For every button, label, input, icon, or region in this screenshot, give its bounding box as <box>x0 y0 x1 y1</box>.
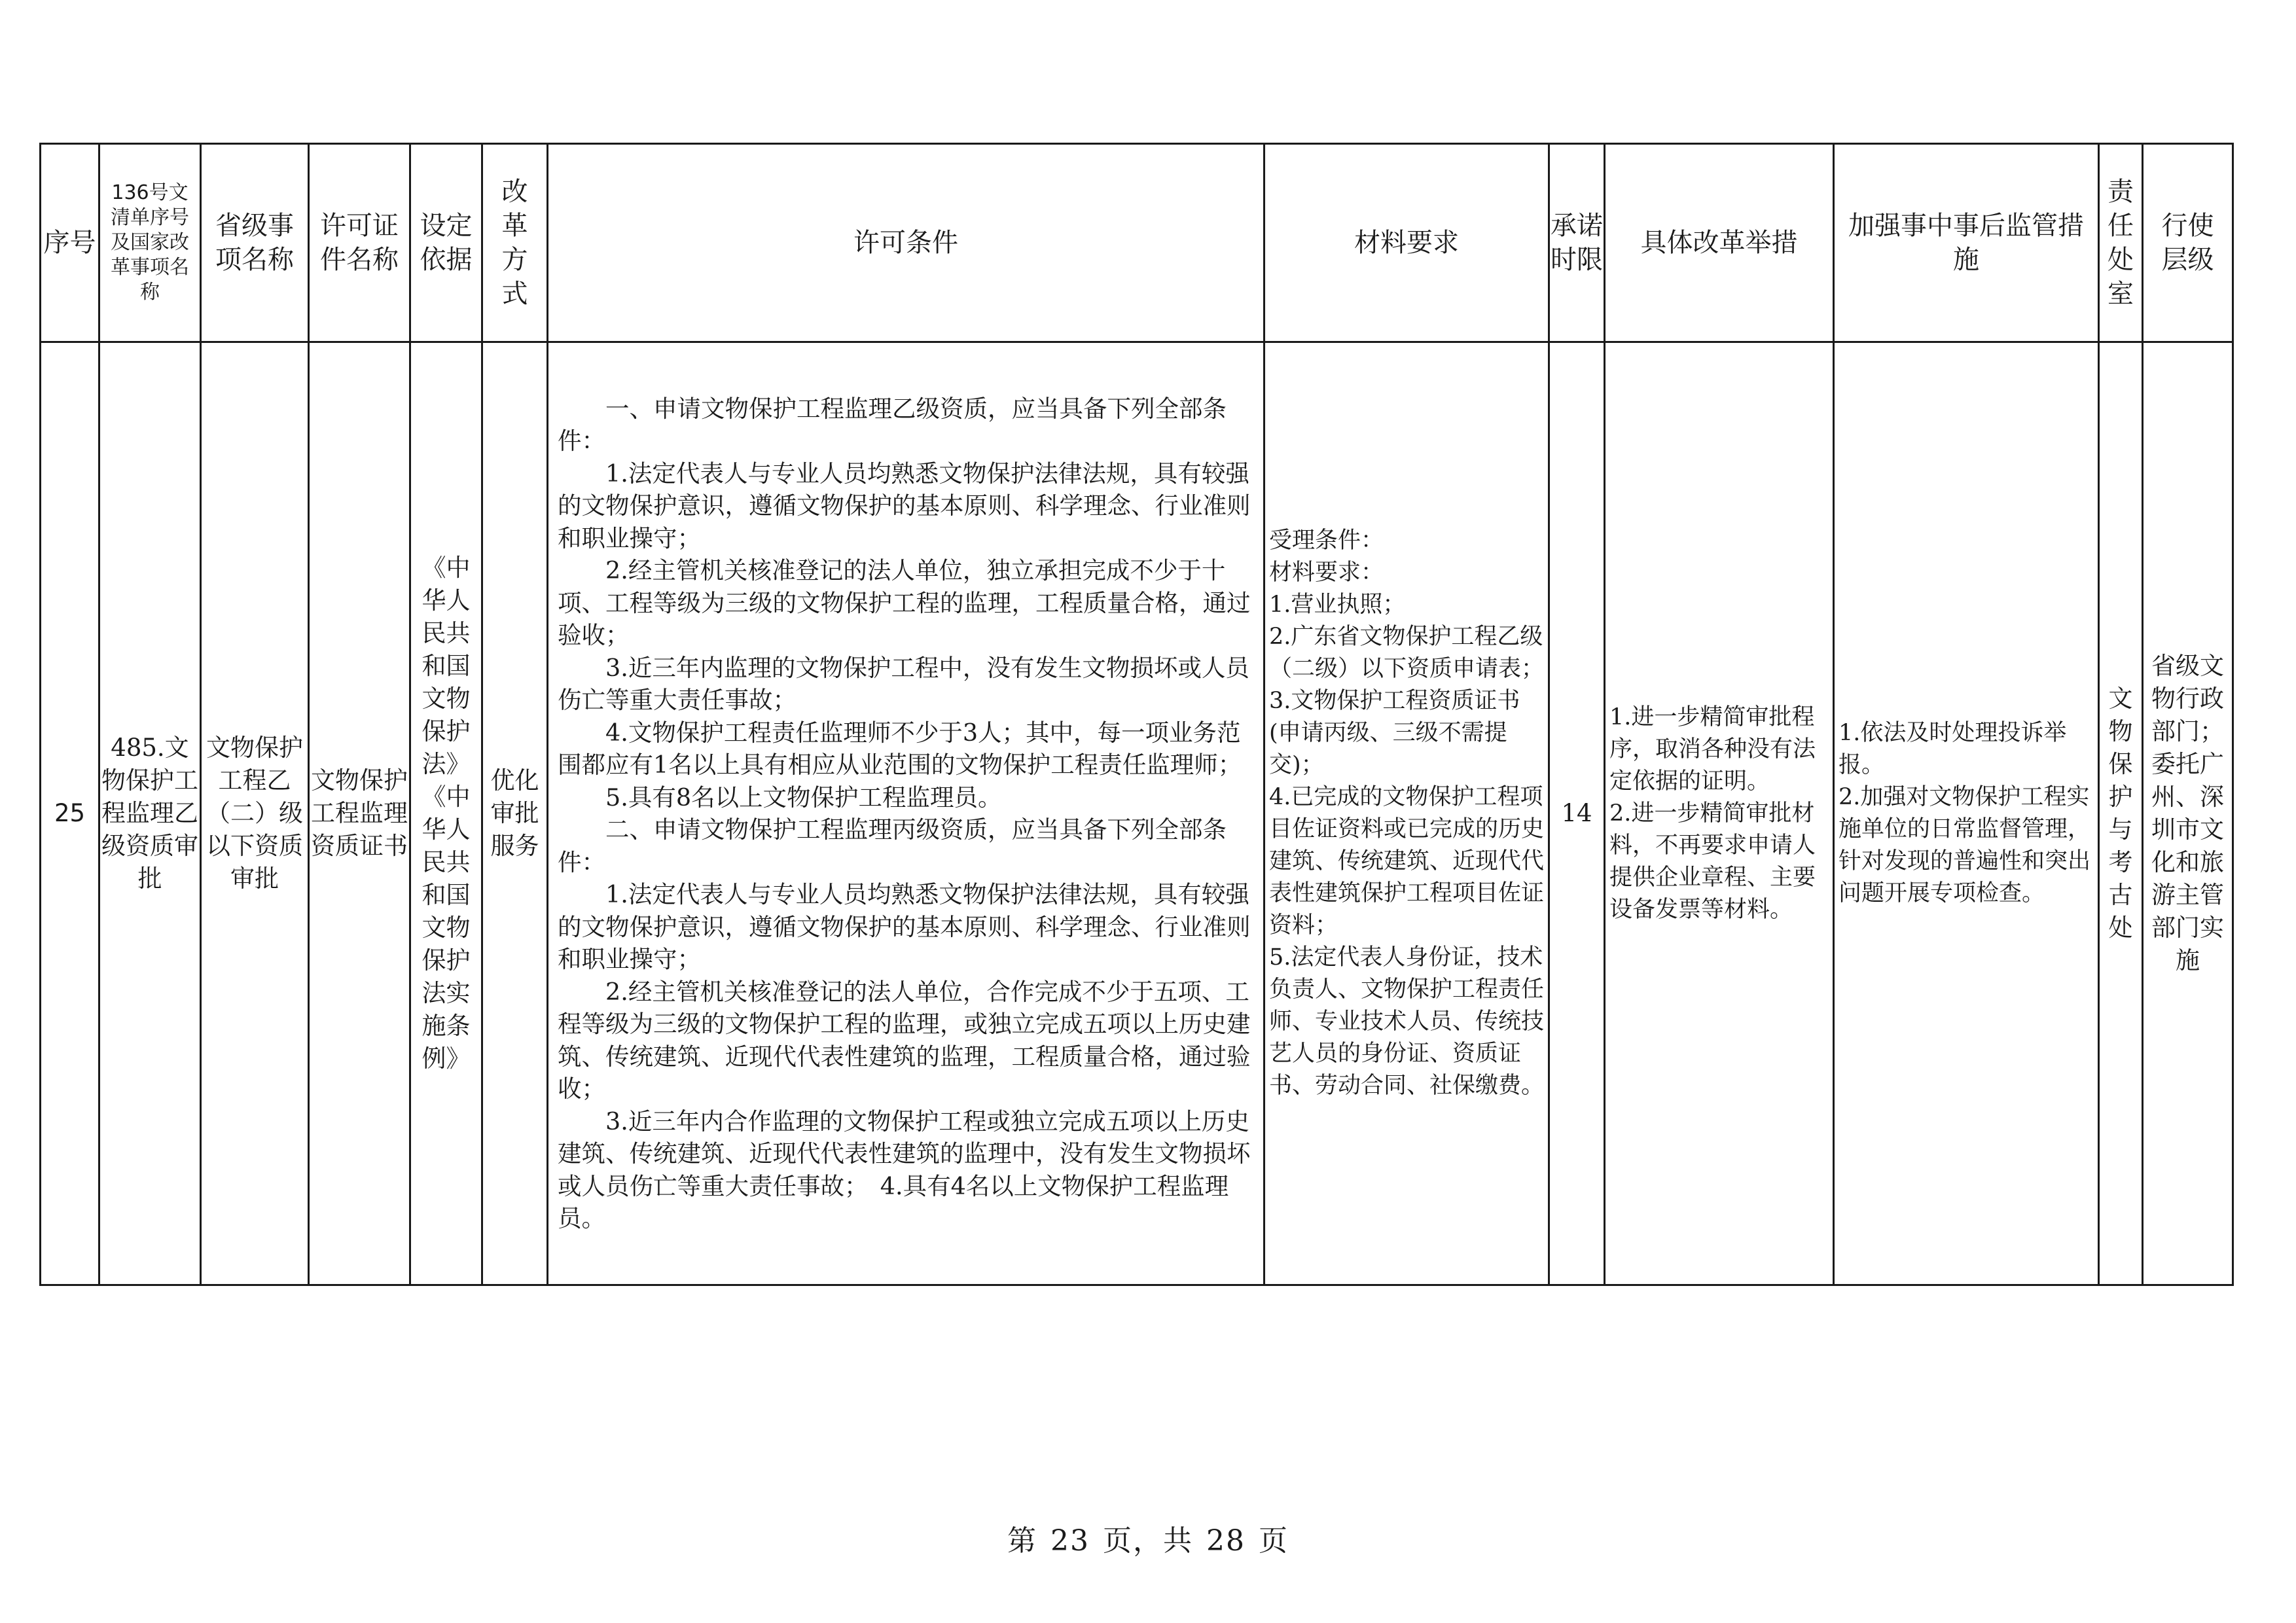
header-materials: 材料要求 <box>1265 144 1549 342</box>
header-seq: 序号 <box>41 144 99 342</box>
header-doc136-item: 136号文清单序号及国家改革事项名称 <box>99 144 201 342</box>
condition-paragraph: 3.近三年内合作监理的文物保护工程或独立完成五项以上历史建筑、传统建筑、近现代代表性建筑的监理中，没有发生文物损坏或人员伤亡等重大责任事故； 4.具有4名以上文物保护工程监理员。 <box>558 1107 1251 1232</box>
doc136-item-text: 485.文物保护工程监理乙级资质审批 <box>101 734 198 893</box>
condition-paragraph: 2.经主管机关核准登记的法人单位，独立承担完成不少于十项、工程等级为三级的文物保护工程的监理，工程质量合格，通过验收； <box>558 556 1251 649</box>
cell-materials <box>1265 342 1549 1285</box>
cell-supervision <box>1834 342 2099 1285</box>
header-row <box>41 144 2233 342</box>
basis-text: 《中华人民共和国文物保护法》《中华人民共和国文物保护法实施条例》 <box>422 554 471 1073</box>
cell-conditions <box>548 342 1265 1285</box>
supervision-line: 2.加强对文物保护工程实施单位的日常监督管理，针对发现的普遍性和突出问题开展专项检查。 <box>1839 784 2091 906</box>
cell-seq: 25 <box>41 342 99 1285</box>
reform-items-table <box>39 143 2234 1286</box>
header-reform-measures: 具体改革举措 <box>1605 144 1834 342</box>
cell-time-limit: 14 <box>1549 342 1605 1285</box>
cell-basis <box>410 342 482 1285</box>
header-license-name: 许可证件名称 <box>309 144 410 342</box>
provincial-item-text: 文物保护工程乙（二）级以下资质审批 <box>206 734 303 893</box>
condition-paragraph: 4.文物保护工程责任监理师不少于3人；其中，每一项业务范围都应有1名以上具有相应从业范围的文物保护工程责任监理师； <box>558 718 1242 779</box>
reform-measure-line: 1.进一步精简审批程序，取消各种没有法定依据的证明。 <box>1609 704 1816 794</box>
header-exercise-level: 行使层级 <box>2143 144 2233 342</box>
condition-paragraph: 3.近三年内监理的文物保护工程中，没有发生文物损坏或人员伤亡等重大责任事故； <box>558 653 1249 714</box>
footer-prefix: 第 <box>1007 1524 1037 1558</box>
reform-measures-text <box>1605 702 1833 926</box>
condition-paragraph: 2.经主管机关核准登记的法人单位，合作完成不少于五项、工程等级为三级的文物保护工程的监理，或独立完成五项以上历史建筑、传统建筑、近现代代表性建筑的监理，工程质量合格，通过验收； <box>558 977 1251 1103</box>
reform-method-text: 优化审批服务 <box>490 766 539 860</box>
cell-license-name <box>309 342 410 1285</box>
page-number-footer <box>0 1517 2296 1559</box>
cell-provincial-item <box>201 342 309 1285</box>
material-line: 1.营业执照； <box>1269 592 1406 618</box>
header-responsible-office: 责任处室 <box>2099 144 2143 342</box>
condition-paragraph: 1.法定代表人与专业人员均熟悉文物保护法律法规，具有较强的文物保护意识，遵循文物保护的基本原则、科学理念、行业准则和职业操守； <box>558 459 1251 552</box>
table-row <box>41 342 2233 1285</box>
materials-text <box>1265 525 1548 1102</box>
exercise-level-text: 省级文物行政部门；委托广州、深圳市文化和旅游主管部门实施 <box>2151 652 2224 974</box>
condition-paragraph: 5.具有8名以上文物保护工程监理员。 <box>605 783 1002 812</box>
cell-doc136-item <box>99 342 201 1285</box>
header-basis: 设定依据 <box>410 144 482 342</box>
header-conditions: 许可条件 <box>548 144 1265 342</box>
header-provincial-item: 省级事项名称 <box>201 144 309 342</box>
header-time-limit: 承诺时限 <box>1549 144 1605 342</box>
conditions-text <box>548 393 1263 1235</box>
supervision-text <box>1835 717 2098 910</box>
footer-suffix: 页 <box>1259 1524 1289 1558</box>
supervision-line: 1.依法及时处理投诉举报。 <box>1839 720 2067 778</box>
material-line: 2.广东省文物保护工程乙级（二级）以下资质申请表；3.文物保护工程资质证书(申请丙级、三级不需提交)； <box>1269 624 1545 778</box>
header-reform-method: 改革方式 <box>482 144 548 342</box>
reform-measure-line: 2.进一步精简审批材料，不再要求申请人提供企业章程、主要设备发票等材料。 <box>1609 800 1816 923</box>
header-supervision: 加强事中事后监管措施 <box>1834 144 2099 342</box>
footer-mid: 页，共 <box>1103 1524 1193 1558</box>
material-line: 5.法定代表人身份证，技术负责人、文物保护工程责任师、专业技术人员、传统技艺人员的身份证、资质证书、劳动合同、社保缴费。 <box>1269 944 1545 1099</box>
material-line: 材料要求： <box>1269 560 1384 586</box>
condition-paragraph: 1.法定代表人与专业人员均熟悉文物保护法律法规，具有较强的文物保护意识，遵循文物保护的基本原则、科学理念、行业准则和职业操守； <box>558 880 1251 973</box>
total-page-number: 28 <box>1206 1524 1246 1558</box>
cell-reform-method <box>482 342 548 1285</box>
condition-paragraph: 一、申请文物保护工程监理乙级资质，应当具备下列全部条件： <box>558 394 1227 455</box>
license-name-text: 文物保护工程监理资质证书 <box>311 766 408 860</box>
cell-responsible-office <box>2099 342 2143 1285</box>
responsible-office-text: 文物保护与考古处 <box>2108 685 2133 942</box>
cell-reform-measures <box>1605 342 1834 1285</box>
material-line: 4.已完成的文物保护工程项目佐证资料或已完成的历史建筑、传统建筑、近现代代表性建筑保护工程项目佐证资料； <box>1269 784 1545 938</box>
material-line: 受理条件： <box>1269 527 1384 554</box>
cell-exercise-level <box>2143 342 2233 1285</box>
current-page-number: 23 <box>1050 1524 1090 1558</box>
condition-paragraph: 二、申请文物保护工程监理丙级资质，应当具备下列全部条件： <box>558 815 1227 876</box>
